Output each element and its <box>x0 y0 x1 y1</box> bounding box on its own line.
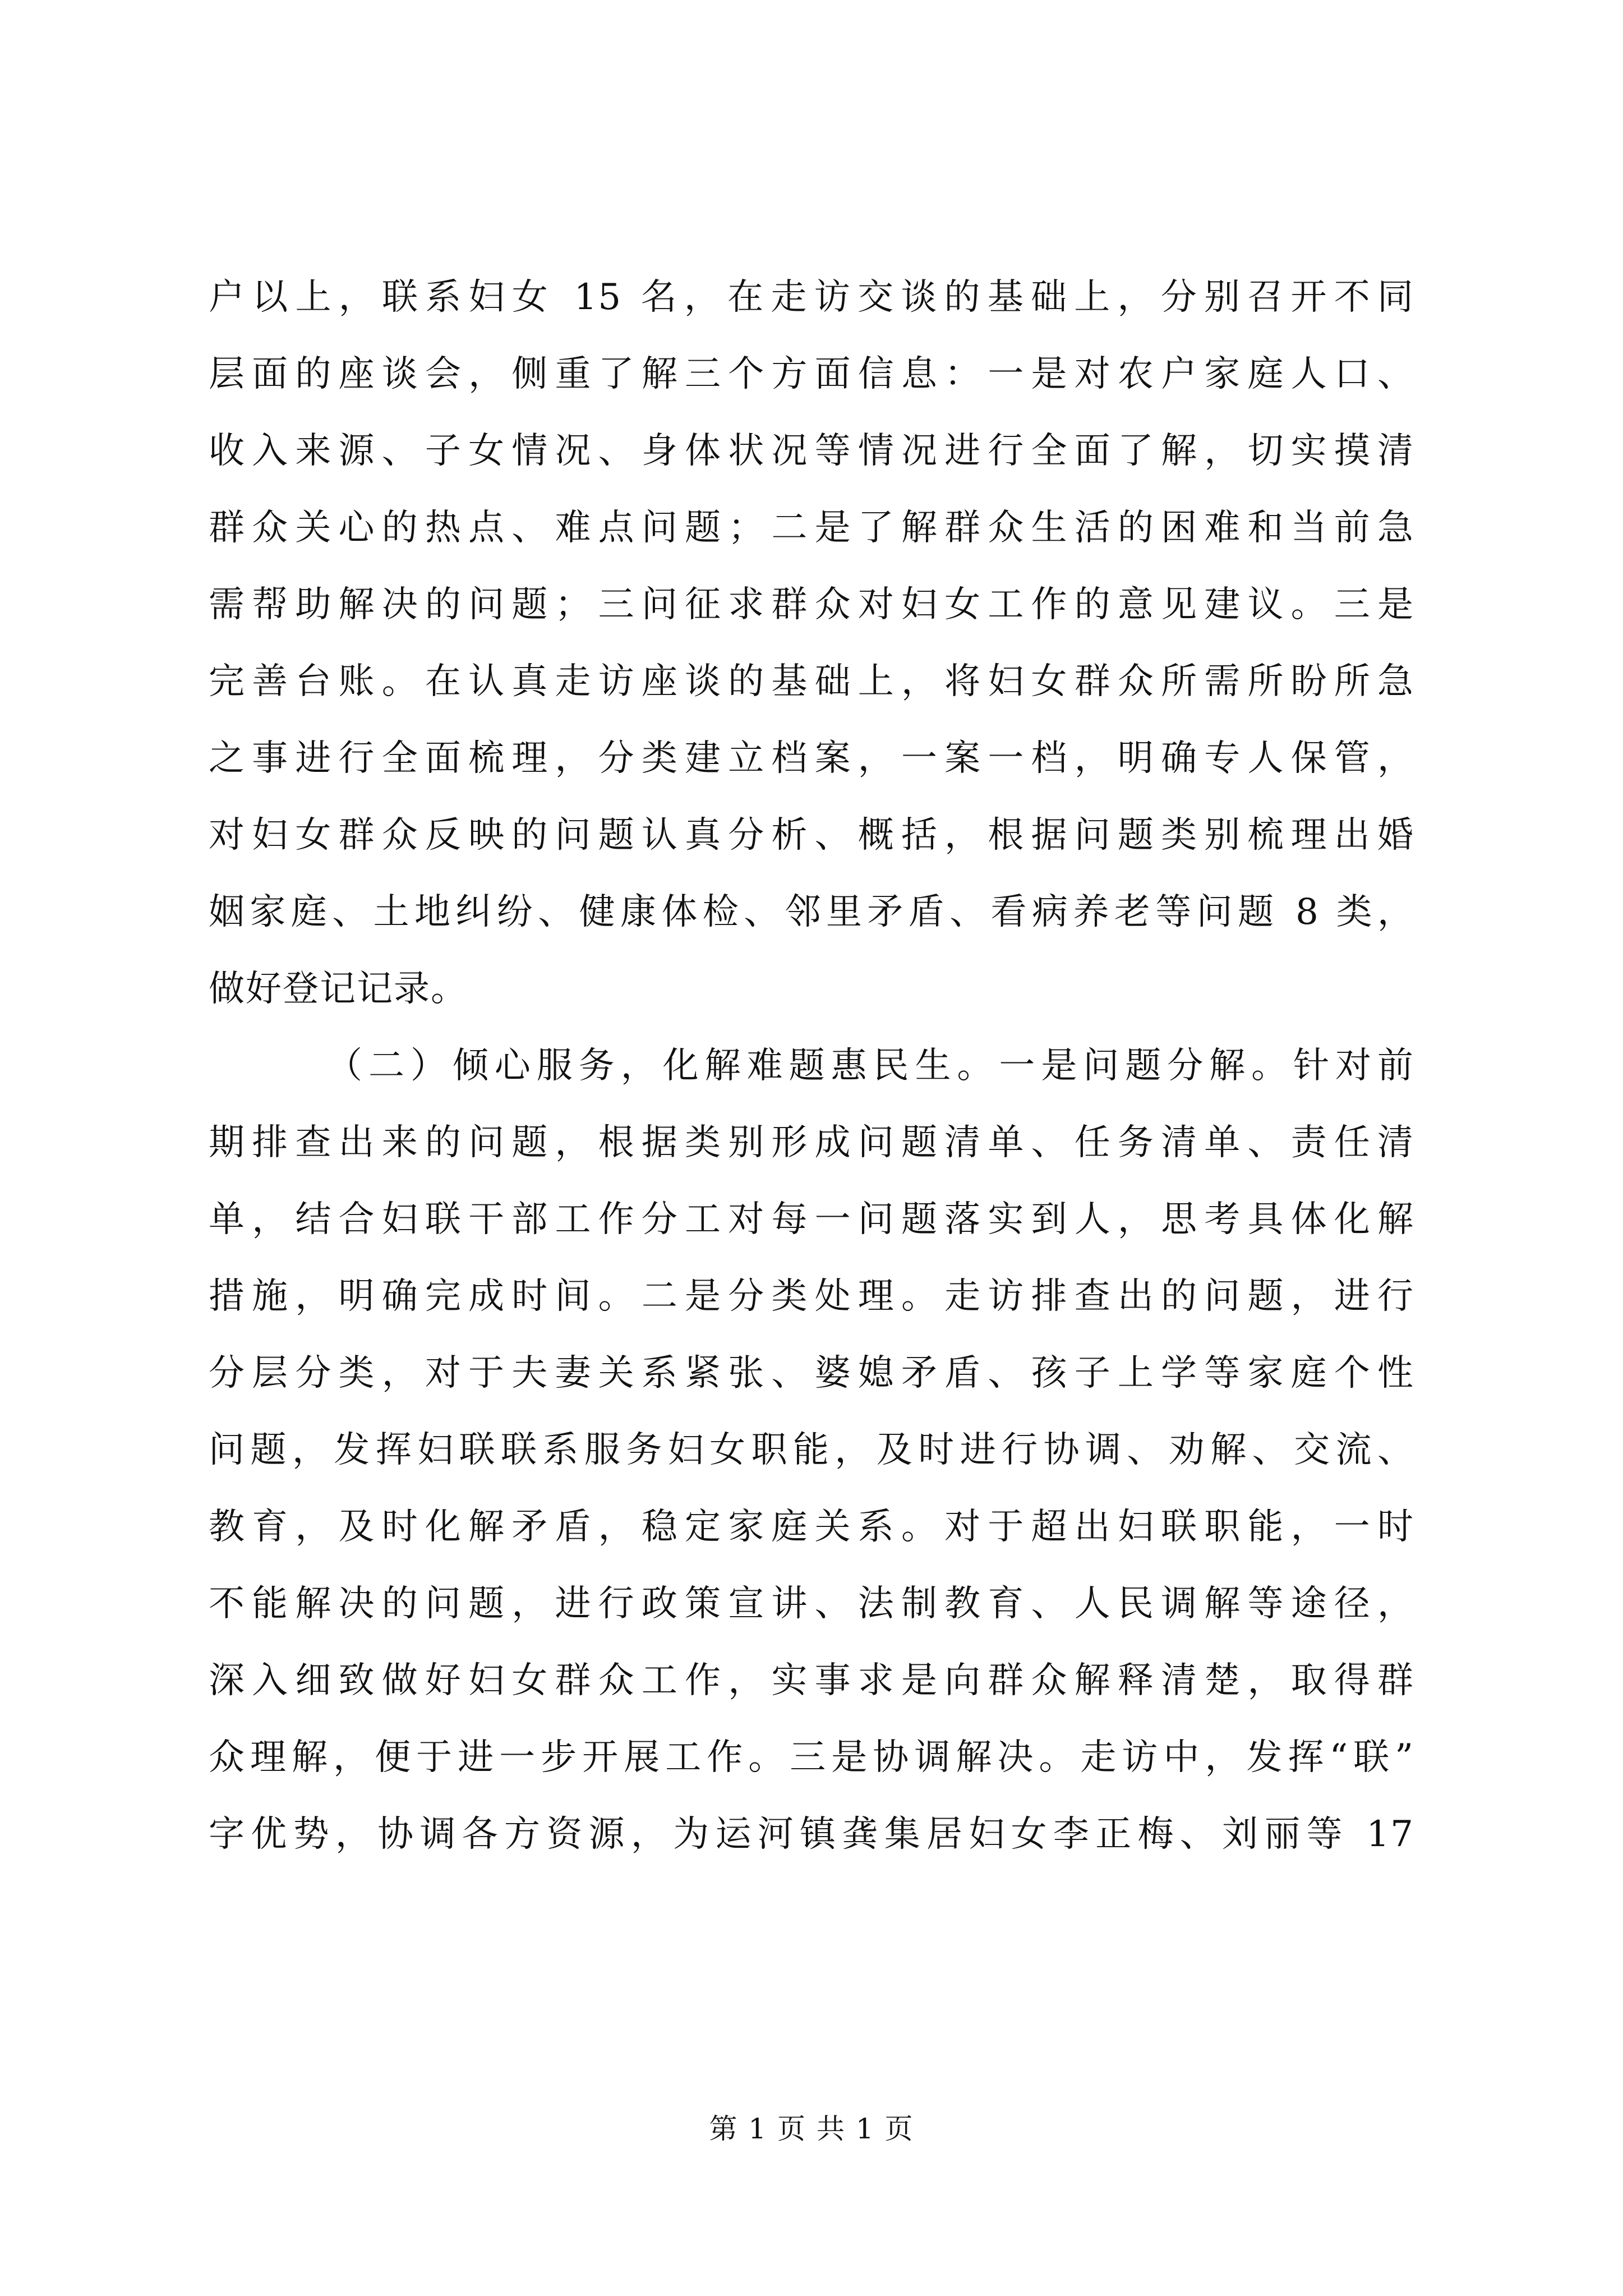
text-line: 户以上，联系妇女 15 名，在走访交谈的基础上，分别召开不同 <box>209 277 1414 318</box>
text-line: 对妇女群众反映的问题认真分析、概括，根据问题类别梳理出婚 <box>209 815 1414 856</box>
text-line: 收入来源、子女情况、身体状况等情况进行全面了解，切实摸清 <box>209 430 1414 472</box>
text-line: 问题，发挥妇联联系服务妇女职能，及时进行协调、劝解、交流、 <box>209 1429 1414 1471</box>
document-body <box>209 259 1414 1873</box>
text-line: 措施，明确完成时间。二是分类处理。走访排查出的问题，进行 <box>209 1276 1414 1317</box>
text-line: （二）倾心服务，化解难题惠民生。一是问题分解。针对前 <box>326 1045 1414 1087</box>
text-line: 完善台账。在认真走访座谈的基础上，将妇女群众所需所盼所急 <box>209 661 1414 702</box>
text-line: 深入细致做好妇女群众工作，实事求是向群众解释清楚，取得群 <box>209 1660 1414 1701</box>
text-line: 教育，及时化解矛盾，稳定家庭关系。对于超出妇联职能，一时 <box>209 1506 1414 1548</box>
text-line: 层面的座谈会，侧重了解三个方面信息：一是对农户家庭人口、 <box>209 353 1414 395</box>
page-number-footer: 第 1 页 共 1 页 <box>709 2113 914 2145</box>
text-line: 之事进行全面梳理，分类建立档案，一案一档，明确专人保管， <box>209 738 1414 779</box>
text-line: 需帮助解决的问题；三问征求群众对妇女工作的意见建议。三是 <box>209 584 1414 625</box>
text-line: 做好登记记录。 <box>209 968 468 1010</box>
text-line: 众理解，便于进一步开展工作。三是协调解决。走访中，发挥“联” <box>209 1737 1414 1778</box>
text-line: 字优势，协调各方资源，为运河镇龚集居妇女李正梅、刘丽等 17 <box>209 1814 1414 1855</box>
text-line: 群众关心的热点、难点问题；二是了解群众生活的困难和当前急 <box>209 507 1414 549</box>
text-line: 期排查出来的问题，根据类别形成问题清单、任务清单、责任清 <box>209 1122 1414 1163</box>
text-line: 不能解决的问题，进行政策宣讲、法制教育、人民调解等途径， <box>209 1583 1414 1625</box>
text-line: 分层分类，对于夫妻关系紧张、婆媳矛盾、孩子上学等家庭个性 <box>209 1352 1414 1394</box>
text-line: 姻家庭、土地纠纷、健康体检、邻里矛盾、看病养老等问题 8 类， <box>209 891 1414 933</box>
text-line: 单，结合妇联干部工作分工对每一问题落实到人，思考具体化解 <box>209 1199 1414 1240</box>
